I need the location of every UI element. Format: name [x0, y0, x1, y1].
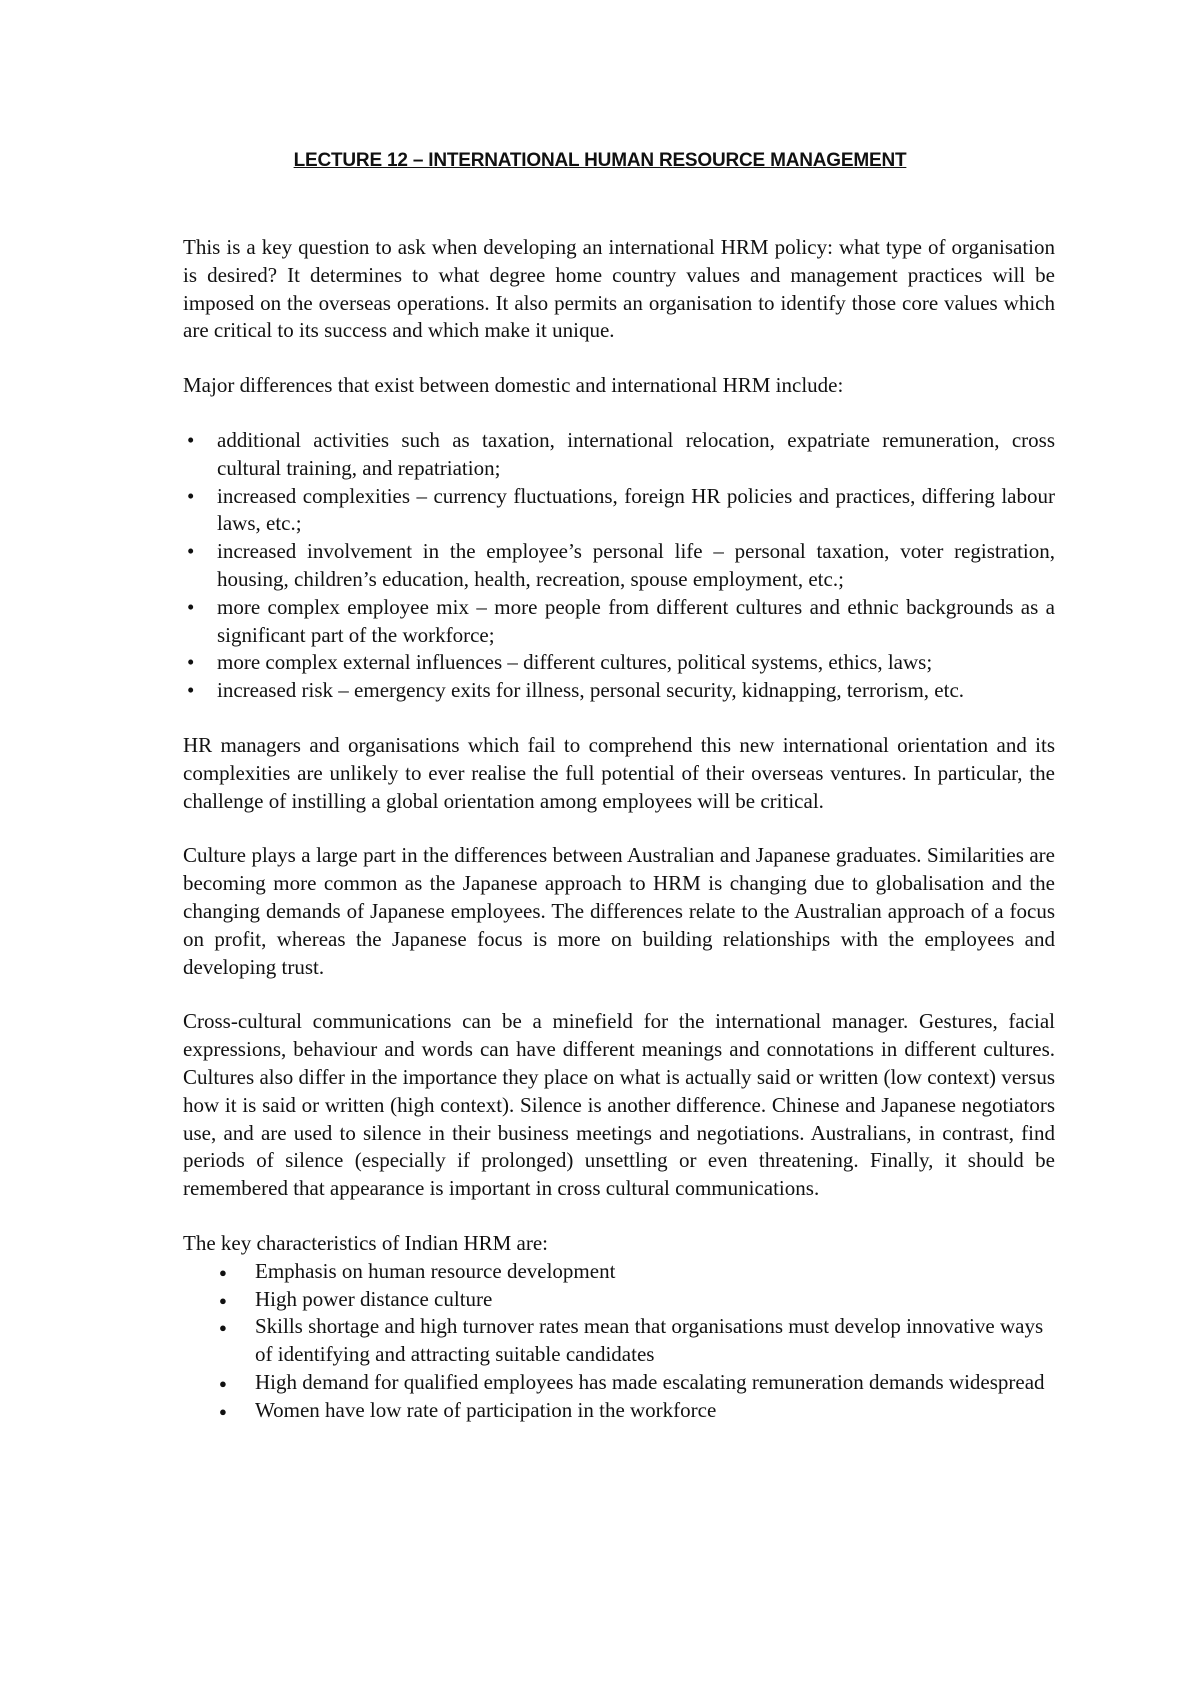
list-item: • additional activities such as taxation, international relocation, expatriate remuneration, cross cultural training, and repatriation;: [183, 427, 1055, 483]
cross-cultural-paragraph: Cross-cultural communications can be a minefield for the international manager. Gestures, facial expressions, behaviour and words can have different meanings and connotations in different cultures. Cultures also differ in the importance they place on what is actually said or written (low context) versus how it is said or written (high context). Silence is another difference. Chinese and Japanese negotiators use, and are used to silence in their business meetings and negotiations. Australians, in contrast, find periods of silence (especially if prolonged) unsettling or even threatening. Finally, it should be remembered that appearance is important in cross cultural communications.: [183, 1009, 1055, 1201]
list-item: • increased involvement in the employee’s personal life – personal taxation, voter registration, housing, children’s education, health, recreation, spouse employment, etc.;: [183, 538, 1055, 594]
list-item: • increased risk – emergency exits for illness, personal security, kidnapping, terrorism, etc.: [183, 677, 1055, 705]
list-item: ● High demand for qualified employees has made escalating remuneration demands widespread: [183, 1369, 1055, 1397]
list-item: ● Emphasis on human resource development: [183, 1258, 1055, 1286]
list-item: ● Women have low rate of participation in the workforce: [183, 1397, 1055, 1425]
indian-characteristics-list: [183, 1258, 1055, 1425]
indian-lead-paragraph: The key characteristics of Indian HRM are:: [183, 1230, 549, 1255]
intro-paragraph: This is a key question to ask when developing an international HRM policy: what type of organisation is desired? It determines to what degree home country values and management practices will be imposed on the overseas operations. It also permits an organisation to identify those core values which are critical to its success and which make it unique.: [183, 235, 1055, 343]
differences-list: [183, 427, 1055, 705]
hr-managers-paragraph: HR managers and organisations which fail to comprehend this new international orientation and its complexities are unlikely to ever realise the full potential of their overseas ventures. In particular, the challenge of instilling a global orientation among employees will be critical.: [183, 732, 1055, 813]
document-body: [183, 234, 1055, 1424]
culture-paragraph: Culture plays a large part in the differences between Australian and Japanese graduates. Similarities are becoming more common as the Japanese approach to HRM is changing due to globalisation and the changing demands of Japanese employees. The differences relate to the Australian approach of a focus on profit, whereas the Japanese focus is more on building relationships with the employees and developing trust.: [183, 843, 1055, 979]
list-item: ● High power distance culture: [183, 1286, 1055, 1314]
list-item: • more complex external influences – different cultures, political systems, ethics, laws;: [183, 649, 1055, 677]
list-item: ● Skills shortage and high turnover rates mean that organisations must develop innovative ways of identifying and attracting suitable candidates: [183, 1313, 1055, 1369]
differences-lead-paragraph: Major differences that exist between domestic and international HRM include:: [183, 373, 844, 398]
list-item: • more complex employee mix – more people from different cultures and ethnic backgrounds as a significant part of the workforce;: [183, 594, 1055, 650]
list-item: • increased complexities – currency fluctuations, foreign HR policies and practices, differing labour laws, etc.;: [183, 483, 1055, 539]
page-title: LECTURE 12 – INTERNATIONAL HUMAN RESOURCE MANAGEMENT: [293, 150, 907, 171]
